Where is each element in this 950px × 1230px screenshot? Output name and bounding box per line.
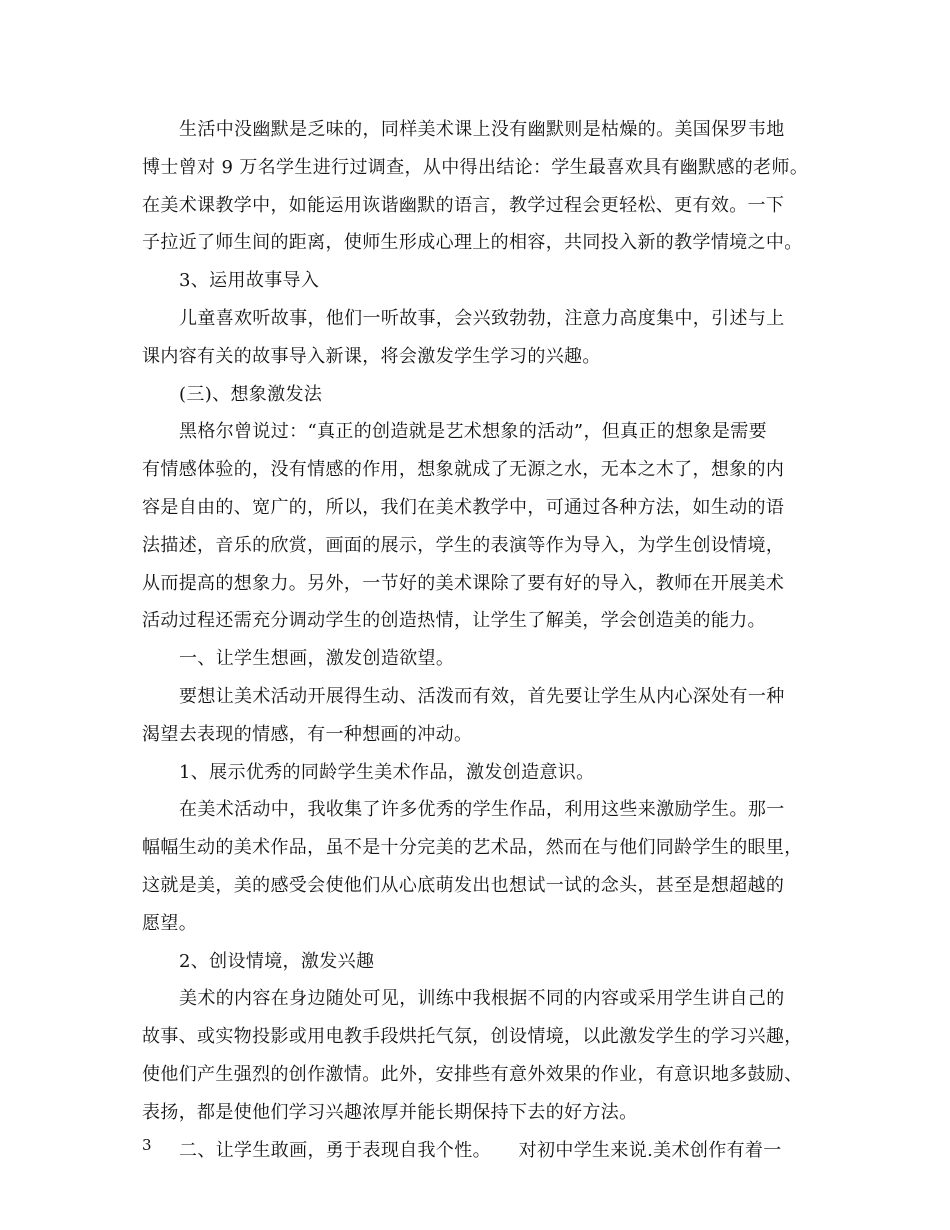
text-line: 生活中没幽默是乏味的，同样美术课上没有幽默则是枯燥的。美国保罗韦地: [179, 119, 785, 140]
text-line: 表扬，都是使他们学习兴趣浓厚并能长期保持下去的好方法。: [142, 1101, 638, 1123]
text-line: 幅幅生动的美术作品，虽不是十分完美的艺术品，然而在与他们同龄学生的眼里，: [142, 837, 803, 859]
text-line: 美术的内容在身边随处可见，训练中我根据不同的内容或采用学生讲自己的: [179, 988, 785, 1010]
page-number: 3: [142, 1136, 152, 1154]
section-heading: 1、展示优秀的同龄学生美术作品，激发创造意识。: [179, 761, 595, 783]
text-line: 活动过程还需充分调动学生的创造热情，让学生了解美，学会创造美的能力。: [142, 610, 766, 632]
text-line: 愿望。: [142, 912, 198, 934]
section-heading: 3、运用故事导入: [179, 270, 320, 292]
section-heading: (三)、想象激发法: [179, 383, 323, 405]
section-heading: 2、创设情境，激发兴趣: [179, 950, 375, 972]
text-line: 黑格尔曾说过：“真正的创造就是艺术想象的活动”，但真正的想象是需要: [179, 421, 767, 443]
text-line: 在美术课教学中，如能运用诙谐幽默的语言，教学过程会更轻松、更有效。一下: [142, 194, 785, 216]
text-line: 使他们产生强烈的创作激情。此外，安排些有意外效果的作业，有意识地多鼓励、: [142, 1063, 803, 1085]
text-line: 法描述，音乐的欣赏，画面的展示，学生的表演等作为导入，为学生创设情境，: [142, 534, 785, 556]
section-heading: 二、让学生敢画，勇于表现自我个性。 对初中学生来说.美术创作有着一: [179, 1139, 782, 1161]
text-line: 课内容有关的故事导入新课，将会激发学生学习的兴趣。: [142, 345, 601, 367]
text-line: 在美术活动中，我收集了许多优秀的学生作品，利用这些来激励学生。那一: [179, 799, 785, 821]
text-line: 故事、或实物投影或用电教手段烘托气氛，创设情境，以此激发学生的学习兴趣，: [142, 1026, 803, 1048]
text-line: 渴望去表现的情感，有一种想画的冲动。: [142, 723, 473, 745]
text-line: 从而提高的想象力。另外，一节好的美术课除了要有好的导入，教师在开展美术: [142, 572, 785, 594]
text-line: 容是自由的、宽广的，所以，我们在美术教学中，可通过各种方法，如生动的语: [142, 496, 785, 518]
text-line: 儿童喜欢听故事，他们一听故事，会兴致勃勃，注意力高度集中，引述与上: [179, 307, 785, 329]
text-line: 博士曾对 9 万名学生进行过调查，从中得出结论：学生最喜欢具有幽默感的老师。: [142, 156, 809, 178]
text-line: 子拉近了师生间的距离，使师生形成心理上的相容，共同投入新的教学情境之中。: [142, 232, 803, 254]
body-text: [142, 111, 814, 1169]
text-line: 这就是美，美的感受会使他们从心底萌发出也想试一试的念头，甚至是想超越的: [142, 874, 785, 896]
text-line: 有情感体验的，没有情感的作用，想象就成了无源之水，无本之木了，想象的内: [142, 459, 785, 481]
text-line: 要想让美术活动开展得生动、活泼而有效，首先要让学生从内心深处有一种: [179, 685, 785, 707]
section-heading: 一、让学生想画，激发创造欲望。: [179, 648, 455, 670]
